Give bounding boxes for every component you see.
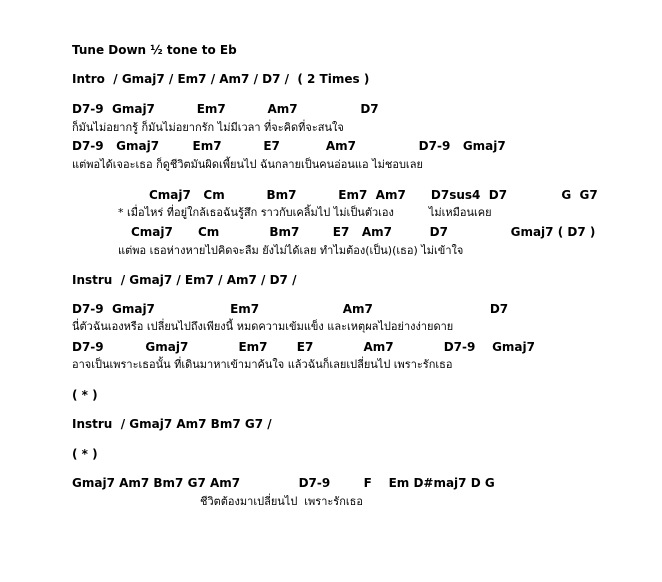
instru-line-2: Instru / Gmaj7 Am7 Bm7 G7 / [72,417,272,431]
verse1-chords-2: D7-9 Gmaj7 Em7 E7 Am7 D7-9 Gmaj7 [72,139,506,153]
tuning-note: Tune Down ½ tone to Eb [72,43,237,57]
chorus-chords-1: Cmaj7 Cm Bm7 Em7 Am7 D7sus4 D7 G G7 [149,188,598,202]
chorus-lyric-1: * เมื่อไหร่ ที่อยู่ใกล้เธอฉันรู้สึก ราวกับเคลิ้มไป ไม่เป็นตัวเอง ไม่เหมือนเคย [118,206,492,219]
verse1-lyric-1: ก็มันไม่อยากรู้ ก็มันไม่อยากรัก ไม่มีเวลา ที่จะคิดที่จะสนใจ [72,121,344,134]
verse2-chords-2: D7-9 Gmaj7 Em7 E7 Am7 D7-9 Gmaj7 [72,340,535,354]
verse1-lyric-2: แต่พอได้เจอะเธอ ก็ดูชีวิตมันผิดเพี้ยนไป ฉันกลายเป็นคนอ่อนแอ ไม่ชอบเลย [72,158,423,171]
chorus-lyric-2: แต่พอ เธอห่างหายไปคิดจะลืม ยังไม่ได้เลย ทำไมต้อง(เป็น)(เธอ) ไม่เข้าใจ [118,244,464,257]
verse2-lyric-1: นี่ตัวฉันเองหรือ เปลี่ยนไปถึงเพียงนี้ หมดความเข้มแข็ง และเหตุผลไปอย่างง่ายดาย [72,320,454,333]
outro-chords: Gmaj7 Am7 Bm7 G7 Am7 D7-9 F Em D#maj7 D G [72,476,495,490]
verse2-chords-1: D7-9 Gmaj7 Em7 Am7 D7 [72,302,509,316]
chorus-repeat-1: ( * ) [72,388,98,402]
outro-lyric: ชีวิตต้องมาเปลี่ยนไป เพราะรักเธอ [200,495,363,508]
chorus-repeat-2: ( * ) [72,447,98,461]
intro-line: Intro / Gmaj7 / Em7 / Am7 / D7 / ( 2 Times ) [72,72,370,86]
verse1-chords-1: D7-9 Gmaj7 Em7 Am7 D7 [72,102,379,116]
verse2-lyric-2: อาจเป็นเพราะเธอนั้น ที่เดินมาหาเข้ามาค้นใจ แล้วฉันก็เลยเปลี่ยนไป เพราะรักเธอ [72,358,453,371]
chorus-chords-2: Cmaj7 Cm Bm7 E7 Am7 D7 Gmaj7 ( D7 ) [131,225,596,239]
instru-line-1: Instru / Gmaj7 / Em7 / Am7 / D7 / [72,273,297,287]
